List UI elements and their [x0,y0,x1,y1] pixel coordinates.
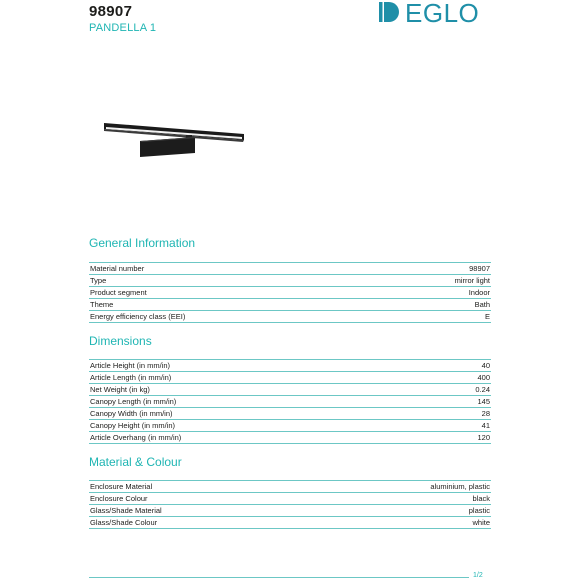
table-row [89,299,491,311]
table-row [89,360,491,372]
row-label: Enclosure Colour [90,494,148,503]
brand-name: EGLO [405,0,480,28]
table-row [89,517,491,529]
row-label: Material number [90,264,145,273]
row-label: Net Weight (in kg) [90,385,150,394]
row-value: aluminium, plastic [430,482,490,491]
table-row [89,384,491,396]
product-name: PANDELLA 1 [89,22,157,34]
general-info-table [89,262,491,323]
row-value: 145 [477,397,490,406]
row-value: 0.24 [475,385,490,394]
row-value: mirror light [454,276,490,285]
row-label: Article Overhang (in mm/in) [90,433,182,442]
row-value: 40 [481,361,490,370]
product-image [100,115,248,161]
table-row [89,263,491,275]
table-row [89,493,491,505]
section-title-general: General Information [89,236,196,250]
row-value: 41 [481,421,490,430]
row-value: Indoor [468,288,490,297]
table-row [89,372,491,384]
row-label: Canopy Height (in mm/in) [90,421,176,430]
footer-divider [89,577,469,578]
table-row [89,275,491,287]
row-label: Glass/Shade Colour [90,518,158,527]
row-label: Article Height (in mm/in) [90,361,171,370]
row-label: Enclosure Material [90,482,153,491]
row-label: Canopy Width (in mm/in) [90,409,173,418]
row-value: 28 [481,409,490,418]
table-row [89,287,491,299]
row-label: Energy efficiency class (EEI) [90,312,186,321]
row-value: 120 [477,433,490,442]
table-row [89,481,491,493]
row-value: 400 [477,373,490,382]
table-row [89,311,491,323]
section-title-material: Material & Colour [89,455,182,469]
row-label: Canopy Length (in mm/in) [90,397,177,406]
article-number: 98907 [89,3,133,20]
row-value: 98907 [469,264,490,273]
row-label: Glass/Shade Material [90,506,162,515]
table-row [89,408,491,420]
row-value: E [484,312,490,321]
table-row [89,420,491,432]
dimensions-table [89,359,491,444]
logo-mark-icon [377,0,401,24]
table-row [89,432,491,444]
row-value: white [472,518,490,527]
row-value: black [472,494,490,503]
row-label: Product segment [90,288,147,297]
table-row [89,396,491,408]
row-label: Type [90,276,107,285]
row-value: Bath [474,300,490,309]
table-row [89,505,491,517]
material-colour-table [89,480,491,529]
row-value: plastic [468,506,490,515]
page-number: 1/2 [473,572,483,579]
brand-logo [377,0,492,26]
row-label: Article Length (in mm/in) [90,373,172,382]
row-label: Theme [90,300,114,309]
section-title-dimensions: Dimensions [89,334,152,348]
